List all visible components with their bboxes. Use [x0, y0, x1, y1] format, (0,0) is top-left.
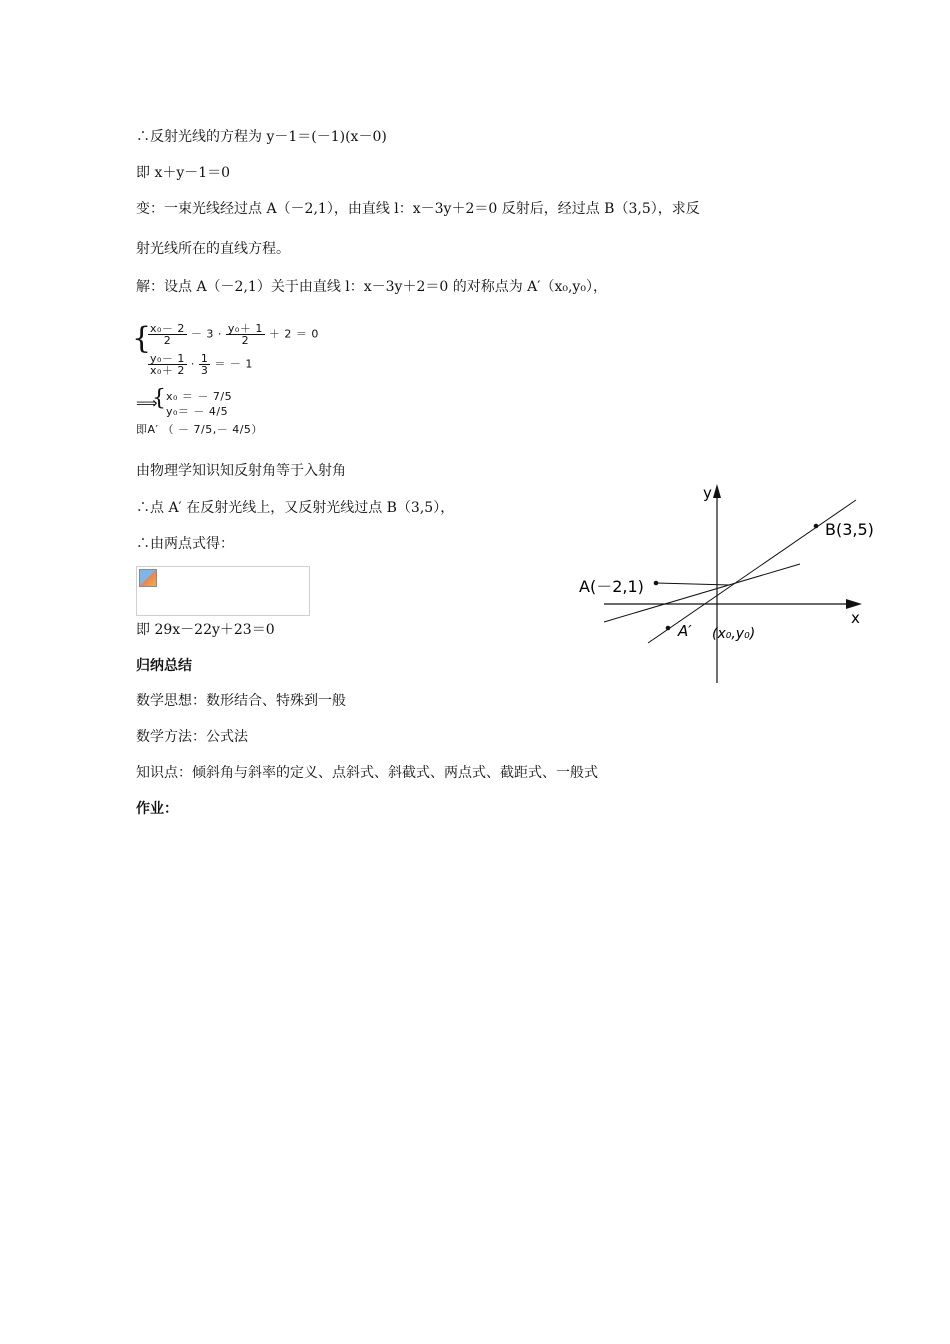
denominator: 2 — [163, 334, 172, 347]
numerator: y₀－ 1 — [150, 352, 185, 365]
math-thought: 数学思想：数形结合、特殊到一般 — [136, 693, 346, 709]
reflected-ray-equation: ∴反射光线的方程为 y－1＝(－1)(x－0) — [136, 129, 387, 145]
x-axis-arrow — [846, 599, 862, 609]
broken-image-placeholder — [136, 566, 310, 616]
equation-tail: ＋ 2 ＝ 0 — [268, 327, 319, 341]
fraction — [148, 323, 187, 346]
homework-heading: 作业： — [136, 801, 178, 817]
a-prime-coordinates-label: (x₀,y₀) — [712, 626, 756, 642]
y-axis-label: y — [703, 484, 712, 502]
physics-statement: 由物理学知识知反射角等于入射角 — [136, 463, 346, 479]
point-a-prime-dot — [666, 626, 671, 631]
solution-brace: { — [152, 386, 166, 411]
point-on-ray-statement: ∴点 A′ 在反射光线上，又反射光线过点 B（3,5）， — [136, 500, 455, 516]
point-b-label: B(3,5) — [825, 520, 874, 539]
numerator: 1 — [200, 352, 209, 365]
point-a-dot — [654, 581, 659, 586]
point-b-dot — [814, 524, 819, 529]
math-method: 数学方法：公式法 — [136, 729, 248, 745]
broken-image-icon — [139, 569, 157, 587]
final-equation: 即 29x－22y＋23＝0 — [136, 622, 275, 638]
system-brace: { — [132, 321, 152, 356]
x-axis-label: x — [851, 609, 860, 627]
variant-problem-line2: 射光线所在的直线方程。 — [136, 241, 290, 257]
knowledge-points: 知识点：倾斜角与斜率的定义、点斜式、斜截式、两点式、截距式、一般式 — [136, 765, 598, 781]
variant-problem-line1: 变：一束光线经过点 A（－2,1），由直线 l：x－3y＋2＝0 反射后，经过点 B（3,5），求反 — [136, 201, 700, 217]
solution-x0: x₀ ＝ － 7/5 — [166, 390, 233, 403]
fraction — [148, 353, 187, 376]
solution-intro: 解：设点 A（－2,1）关于由直线 l：x－3y＋2＝0 的对称点为 A′（x₀,y₀）， — [136, 279, 607, 295]
operator: － 3 · — [190, 327, 222, 341]
numerator: x₀－ 2 — [150, 322, 185, 335]
two-point-form-intro: ∴由两点式得： — [136, 536, 234, 552]
y-axis-arrow — [713, 484, 721, 498]
fraction — [199, 353, 211, 376]
denominator: 2 — [241, 334, 250, 347]
operator: · — [190, 357, 195, 371]
numerator: y₀＋ 1 — [227, 322, 263, 335]
solution-y0: y₀＝ － 4/5 — [166, 405, 229, 418]
reflection-figure — [570, 478, 880, 688]
point-a-prime-label: A′ — [678, 622, 692, 640]
denominator: 3 — [200, 364, 209, 377]
incident-ray-line — [656, 583, 730, 585]
general-form-result: 即 x＋y－1＝0 — [136, 165, 231, 181]
equation-1 — [148, 323, 319, 346]
symmetric-point-result: 即A′ （ － 7/5,－ 4/5） — [136, 423, 263, 436]
summary-heading: 归纳总结 — [136, 658, 192, 674]
equation-2 — [148, 353, 253, 376]
point-a-label: A(－2,1) — [579, 577, 644, 596]
implies-arrow: ⟹ — [136, 394, 159, 412]
denominator: x₀＋ 2 — [150, 364, 185, 377]
fraction — [226, 323, 265, 346]
equation-tail: ＝ － 1 — [214, 357, 253, 371]
